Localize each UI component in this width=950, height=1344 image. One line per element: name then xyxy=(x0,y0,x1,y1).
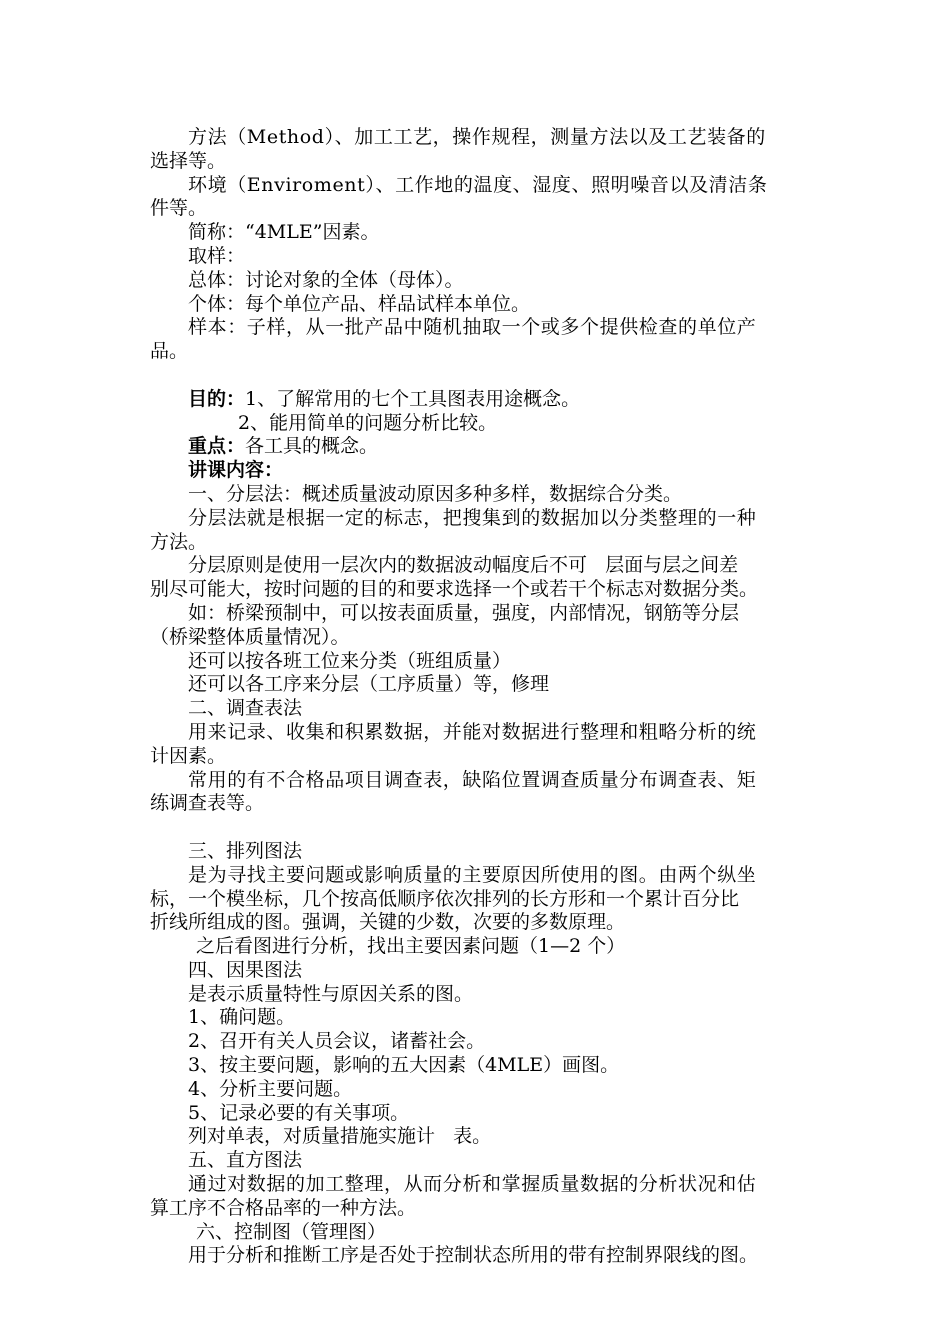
section-heading: 三、排列图法 xyxy=(188,839,303,862)
lecture-content-heading: 讲课内容： xyxy=(188,459,284,482)
text-line: 简称：“4MLE”因素。 xyxy=(188,221,380,244)
text-line: 方法。 xyxy=(150,530,208,553)
text-line: 用来记录、收集和积累数据，并能对数据进行整理和粗略分析的统 xyxy=(188,720,757,743)
text-line: 总体：讨论对象的全体（母体）。 xyxy=(188,268,464,291)
text-line: 取样： xyxy=(188,244,246,267)
document-page xyxy=(150,126,850,1268)
text-line: 别尽可能大，按时问题的目的和要求选择一个或若干个标志对数据分类。 xyxy=(150,578,759,601)
focus-text: 各工具的概念。 xyxy=(245,435,379,458)
text-line: 分层法就是根据一定的标志，把搜集到的数据加以分类整理的一种 xyxy=(188,506,757,529)
section-heading: 五、直方图法 xyxy=(188,1149,303,1172)
text-line: 列对单表，对质量措施实施计 表。 xyxy=(188,1125,492,1148)
text-line: 折线所组成的图。强调，关键的少数，次要的多数原理。 xyxy=(150,911,626,934)
text-line: 算工序不合格品率的一种方法。 xyxy=(150,1196,417,1219)
goal-item-2: 2、能用简单的问题分析比较。 xyxy=(238,411,498,434)
goal-item-1: 1、了解常用的七个工具图表用途概念。 xyxy=(245,387,581,410)
text-line: 选择等。 xyxy=(150,149,227,172)
text-line: 用于分析和推断工序是否处于控制状态所用的带有控制界限线的图。 xyxy=(188,1244,759,1267)
text-line: 计因素。 xyxy=(150,744,227,767)
text-line: 样本：子样，从一批产品中随机抽取一个或多个提供检查的单位产 xyxy=(188,316,757,339)
text-line: （桥梁整体质量情况）。 xyxy=(150,625,350,648)
text-line: 如：桥梁预制中，可以按表面质量，强度，内部情况，钢筋等分层 xyxy=(188,601,740,624)
blank-line xyxy=(150,816,850,840)
section-heading: 二、调查表法 xyxy=(188,697,303,720)
text-line: 还可以按各班工位来分类（班组质量） xyxy=(188,649,512,672)
list-item: 2、召开有关人员会议，诸蓄社会。 xyxy=(188,1030,486,1053)
text-line: 标，一个模坐标，几个按高低顺序依次排列的长方形和一个累计百分比 xyxy=(150,887,740,910)
list-item: 3、按主要问题，影响的五大因素（4MLE）画图。 xyxy=(188,1054,620,1077)
section-heading: 四、因果图法 xyxy=(188,958,303,981)
text-line: 练调查表等。 xyxy=(150,792,265,815)
blank-line xyxy=(150,364,850,388)
text-line: 通过对数据的加工整理，从而分析和掌握质量数据的分析状况和估 xyxy=(188,1173,757,1196)
text-line: 常用的有不合格品项目调查表，缺陷位置调查质量分布调查表、矩 xyxy=(188,768,757,791)
text-line: 还可以各工序来分层（工序质量）等，修理 xyxy=(188,673,550,696)
text-line: 之后看图进行分析，找出主要因素问题（1—2 个） xyxy=(196,935,626,958)
focus-label: 重点： xyxy=(188,435,246,458)
list-item: 1、确问题。 xyxy=(188,1006,296,1029)
text-line: 分层原则是使用一层次内的数据波动幅度后不可 层面与层之间差 xyxy=(188,554,739,577)
text-line: 个体：每个单位产品、样品试样本单位。 xyxy=(188,292,531,315)
text-line: 一、分层法：概述质量波动原因多种多样，数据综合分类。 xyxy=(188,482,683,505)
text-line: 方法（Method）、加工工艺，操作规程，测量方法以及工艺装备的 xyxy=(188,126,766,148)
focus-line xyxy=(150,435,850,459)
list-item: 5、记录必要的有关事项。 xyxy=(188,1101,410,1124)
text-line: 是为寻找主要问题或影响质量的主要原因所使用的图。由两个纵坐 xyxy=(188,863,757,886)
text-line: 件等。 xyxy=(150,197,208,220)
list-item: 4、分析主要问题。 xyxy=(188,1077,353,1100)
goal-label: 目的： xyxy=(188,387,246,410)
text-line: 环境（Enviroment）、工作地的温度、湿度、照明噪音以及清洁条 xyxy=(188,173,768,196)
goal-line xyxy=(150,388,850,412)
text-line: 品。 xyxy=(150,340,189,363)
text-line: 是表示质量特性与原因关系的图。 xyxy=(188,982,474,1005)
section-heading: 六、控制图（管理图） xyxy=(196,1220,387,1243)
